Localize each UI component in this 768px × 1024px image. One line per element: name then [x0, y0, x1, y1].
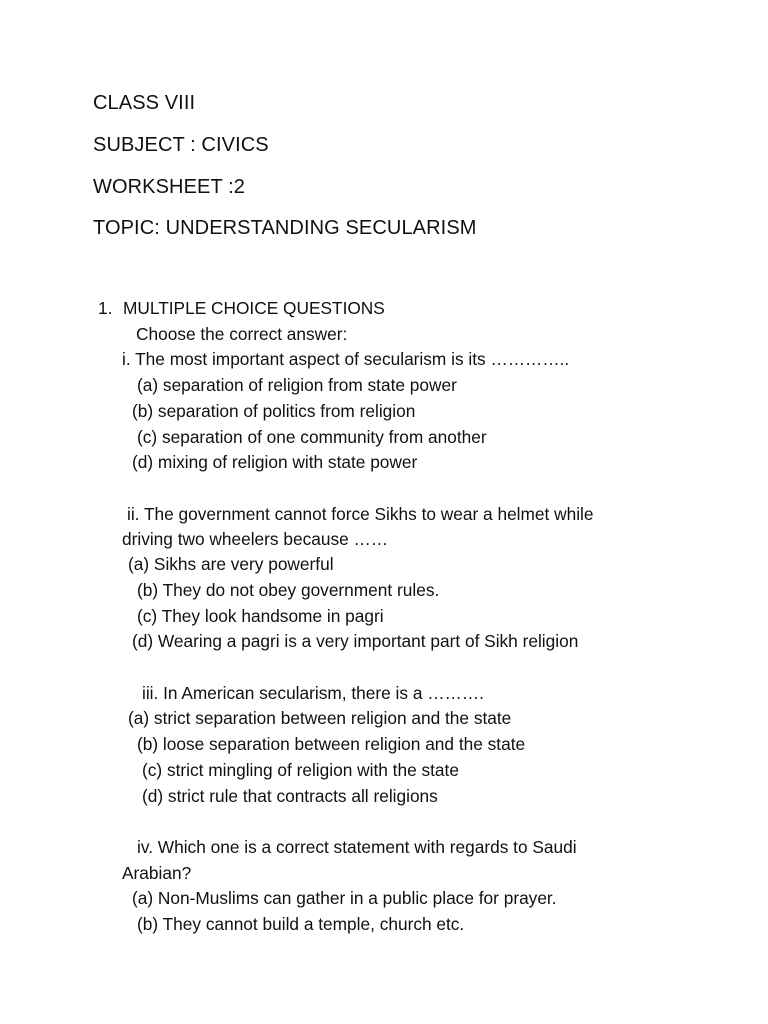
section-instruction: Choose the correct answer:	[136, 324, 348, 344]
question-1-option-a: (a) separation of religion from state power	[137, 375, 457, 395]
question-3-option-b: (b) loose separation between religion and the state	[137, 734, 526, 754]
question-2-option-d: (d) Wearing a pagri is a very important part of Sikh religion	[132, 631, 579, 651]
question-1-option-b: (b) separation of politics from religion	[132, 401, 416, 421]
question-1-text: i. The most important aspect of secularism is its …………..	[122, 349, 570, 369]
worksheet-heading: WORKSHEET :2	[93, 176, 245, 198]
question-2-option-c: (c) They look handsome in pagri	[137, 606, 384, 626]
class-heading: CLASS VIII	[93, 92, 196, 114]
question-3-option-a: (a) strict separation between religion and the state	[128, 708, 512, 728]
question-2-text-line1: ii. The government cannot force Sikhs to wear a helmet while	[127, 504, 594, 524]
topic-heading: TOPIC: UNDERSTANDING SECULARISM	[93, 217, 477, 239]
question-4-option-a: (a) Non-Muslims can gather in a public place for prayer.	[132, 888, 557, 908]
question-3-text: iii. In American secularism, there is a ……….	[142, 683, 484, 703]
question-3-option-d: (d) strict rule that contracts all religions	[142, 786, 438, 806]
question-2-option-b: (b) They do not obey government rules.	[137, 580, 440, 600]
question-4-text-line1: iv. Which one is a correct statement with regards to Saudi	[137, 837, 577, 857]
subject-heading: SUBJECT : CIVICS	[93, 134, 269, 156]
question-1-option-d: (d) mixing of religion with state power	[132, 452, 418, 472]
question-4-option-b: (b) They cannot build a temple, church etc.	[137, 914, 465, 934]
question-2-option-a: (a) Sikhs are very powerful	[128, 554, 334, 574]
question-3-option-c: (c) strict mingling of religion with the state	[142, 760, 459, 780]
section-title: MULTIPLE CHOICE QUESTIONS	[123, 298, 385, 318]
question-2-text-line2: driving two wheelers because ……	[122, 529, 389, 549]
question-4-text-line2: Arabian?	[122, 863, 192, 883]
section-number: 1.	[98, 298, 113, 318]
question-1-option-c: (c) separation of one community from another	[137, 427, 487, 447]
